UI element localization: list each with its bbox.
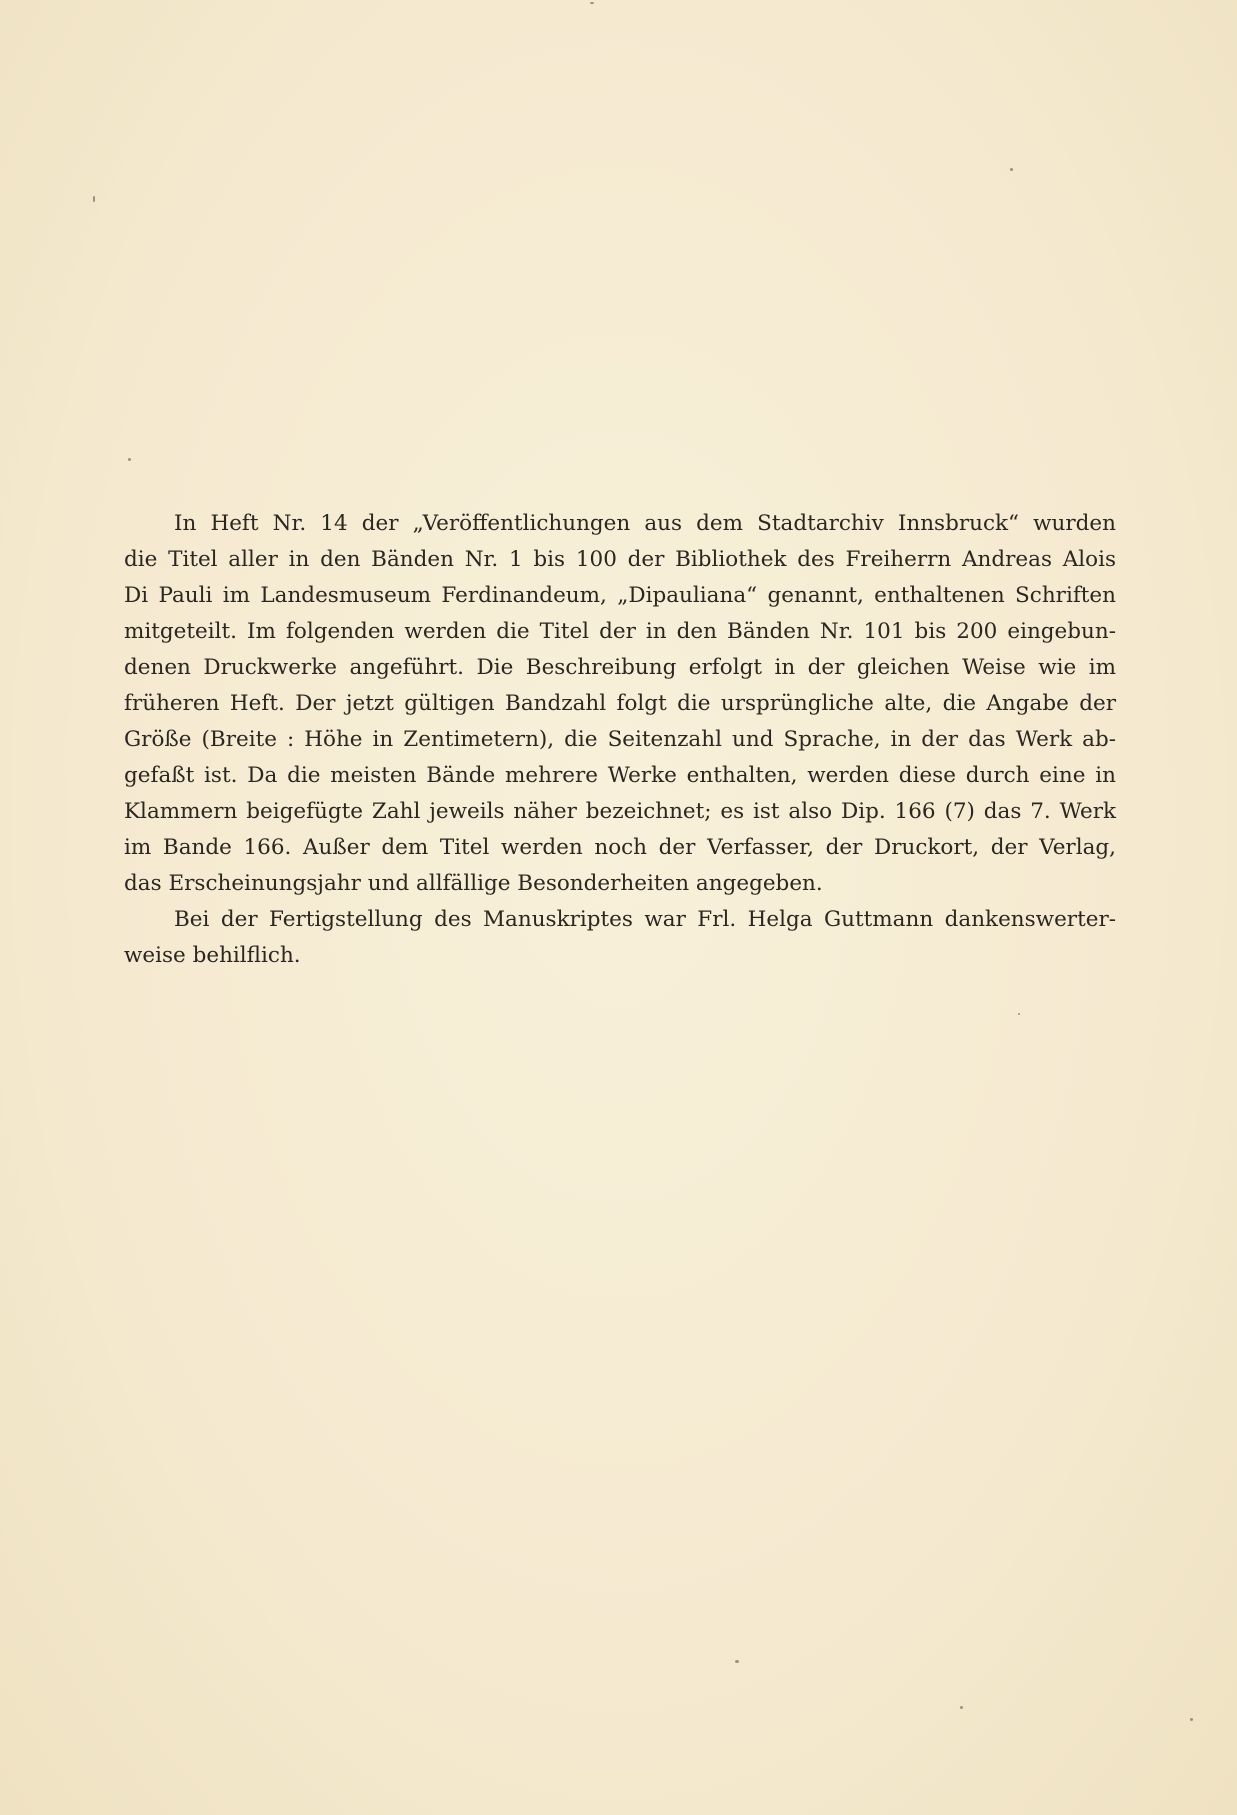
paper-speck [960,1706,963,1709]
text-line: In Heft Nr. 14 der „Veröffentlichungen aus dem Stadtarchiv Innsbruck“ wurden [174,511,1116,536]
body-text [124,506,1116,974]
text-line: im Bande 166. Außer dem Titel werden noch der Verfasser, der Druckort, der Verlag, [124,835,1116,860]
paper-speck [1018,1013,1020,1015]
text-line: Di Pauli im Landesmuseum Ferdinandeum, „Dipauliana“ genannt, enthaltenen Schriften [124,583,1116,608]
text-line: Bei der Fertigstellung des Manuskriptes war Frl. Helga Guttmann dankenswerter- [174,907,1116,932]
text-line: mitgeteilt. Im folgenden werden die Titel der in den Bänden Nr. 101 bis 200 eingebun- [124,619,1116,644]
paper-speck [93,196,95,202]
paragraph-acknowledgement [124,902,1116,974]
text-line: Klammern beigefügte Zahl jeweils näher bezeichnet; es ist also Dip. 166 (7) das 7. Werk [124,799,1116,824]
text-line: die Titel aller in den Bänden Nr. 1 bis 100 der Bibliothek des Freiherrn Andreas Alois [124,547,1116,572]
paper-speck [128,458,131,461]
text-line: weise behilflich. [124,943,301,968]
text-line: früheren Heft. Der jetzt gültigen Bandzahl folgt die ursprüngliche alte, die Angabe der [124,691,1116,716]
text-line: gefaßt ist. Da die meisten Bände mehrere Werke enthalten, werden diese durch eine in [124,763,1116,788]
paper-speck [1010,168,1013,171]
paragraph-intro [124,506,1116,902]
paper-speck [1190,1718,1193,1721]
text-line: Größe (Breite : Höhe in Zentimetern), die Seitenzahl und Sprache, in der das Werk ab- [124,727,1116,752]
paper-speck [590,2,594,4]
text-line: das Erscheinungsjahr und allfällige Besonderheiten angegeben. [124,871,823,896]
text-line: denen Druckwerke angeführt. Die Beschreibung erfolgt in der gleichen Weise wie im [124,655,1116,680]
paper-speck [735,1660,739,1663]
